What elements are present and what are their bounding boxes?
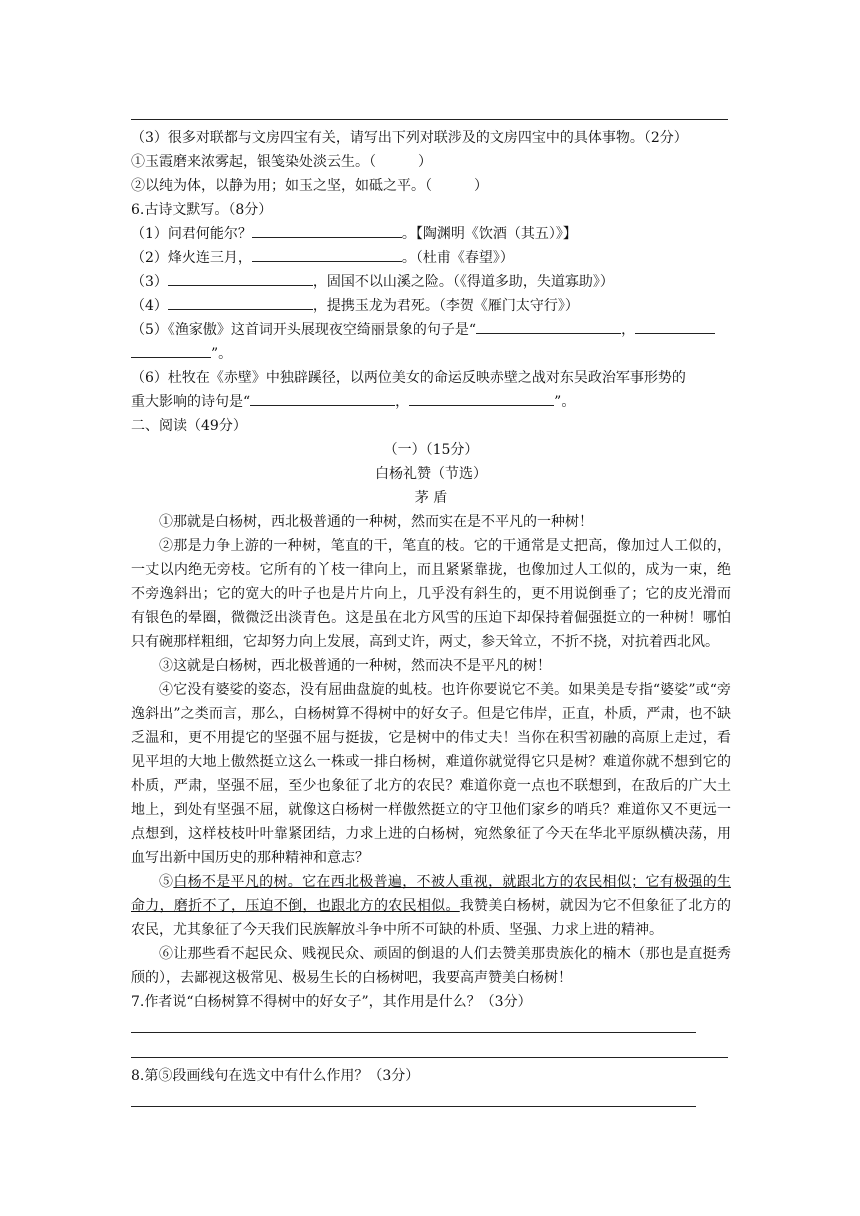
essay-paragraph-5 — [131, 870, 731, 942]
essay-paragraph-6: ⑥让那些看不起民众、贱视民众、顽固的倒退的人们去赞美那贵族化的楠木（那也是直挺秀颀的），去鄙视这极常见、极易生长的白杨树吧，我要高声赞美白杨树！ — [131, 946, 731, 986]
q6-item-3-source: ，固国不以山溪之险。（《得道多助，失道寡助》） — [312, 274, 614, 290]
part-1-heading: （一）（15分） — [383, 442, 479, 458]
couplet-1 — [131, 150, 731, 174]
essay-title: 白杨礼赞（节选） — [375, 466, 487, 482]
question-7-answer-line-1[interactable] — [131, 1014, 696, 1033]
section-2-title: 二、阅读（49分） — [131, 418, 247, 434]
essay-paragraph-4: ④它没有婆娑的姿态，没有屈曲盘旋的虬枝。也许你要说它不美。如果美是专指“婆娑”或“旁逸斜出”之类而言，那么，白杨树算不得树中的好女子。但是它伟岸，正直，朴质，严肃，也不缺乏温和，更不用提它的坚强不屈与挺拔，它是树中的伟丈夫！当你在积雪初融的高原上走过，看见平坦的大地上傲然挺立这么一株或一排白杨树，难道你就觉得它只是树？难道你就不想到它的朴质，严肃，坚强不屈，至少也象征了北方的农民？难道你竟一点也不联想到，在敌后的广大土地上，到处有坚强不屈，就像这白杨树一样傲然挺立的守卫他们家乡的哨兵？难道你又不更远一点想到，这样枝枝叶叶靠紧团结，力求上进的白杨树，宛然象征了今天在华北平原纵横决荡，用血写出新中国历史的那种精神和意志？ — [131, 682, 731, 866]
essay-paragraph-3: ③这就是白杨树，西北极普通的一种树，然而决不是平凡的树！ — [159, 658, 551, 674]
q6-item-6: （6）杜牧在《赤壁》中独辟蹊径，以两位美女的命运反映赤壁之战对东吴政治军事形势的 — [131, 370, 686, 386]
q6-item-2-source: 。（杜甫《春望》） — [401, 250, 514, 266]
question-7-stem: 7.作者说“白杨树算不得树中的好女子”，其作用是什么？（3分） — [131, 994, 532, 1010]
couplet-1-text: ①玉霞磨来浓雾起，银笺染处淡云生。 — [131, 154, 369, 170]
q6-item-4-blank[interactable] — [168, 295, 313, 310]
q6-item-5 — [131, 318, 731, 342]
q6-item-4-prompt: （4） — [131, 298, 168, 314]
couplet-2-answer-paren[interactable]: （ ） — [425, 178, 488, 194]
exam-page — [131, 105, 731, 1113]
question-8-stem: 8.第⑤段画线句在选文中有什么作用？（3分） — [131, 1068, 420, 1084]
q6-item-5-cont — [131, 342, 731, 366]
underlined-sentence: 白杨不是平凡的树。它在西北极普遍，不被人重视，就跟北方的农民相似；它有极强的生命力，磨折不了，压迫不倒，也跟北方的农民相似。 — [131, 874, 732, 914]
q6-item-5-blank-c[interactable] — [131, 343, 211, 358]
q6-item-6-prompt: 重大影响的诗句是“ — [131, 394, 251, 410]
q6-item-3-blank[interactable] — [168, 271, 313, 286]
q6-item-4-source: ，提携玉龙为君死。（李贺《雁门太守行》） — [312, 298, 579, 314]
q6-item-6-cont — [131, 390, 731, 414]
q6-item-4 — [131, 294, 731, 318]
q6-item-5-comma: ， — [621, 322, 636, 338]
q6-item-5-blank-b[interactable] — [635, 319, 715, 334]
q6-item-1-prompt: （1）问君何能尔？ — [131, 226, 252, 242]
answer-line — [131, 105, 728, 120]
question-8-answer-line-1[interactable] — [131, 1088, 696, 1107]
couplet-2 — [131, 174, 731, 198]
q6-item-6-end: ”。 — [554, 394, 576, 410]
essay-paragraph-2: ②那是力争上游的一种树，笔直的干，笔直的枝。它的干通常是丈把高，像加过人工似的，一丈以内绝无旁枝。它所有的丫枝一律向上，而且紧紧靠拢，也像加过人工似的，成为一束，绝不旁逸斜出；它的宽大的叶子也是片片向上，几乎没有斜生的，更不用说倒垂了；它的皮光滑而有银色的晕圈，微微泛出淡青色。这是虽在北方风雪的压迫下却保持着倔强挺立的一种树！哪怕只有碗那样粗细，它却努力向上发展，高到丈许，两丈，参天耸立，不折不挠，对抗着西北风。 — [131, 538, 731, 650]
question-7-answer-line-2[interactable] — [131, 1039, 728, 1058]
q6-item-5-end: ”。 — [211, 346, 233, 362]
q6-item-3-prompt: （3） — [131, 274, 168, 290]
essay-paragraph-1: ①那就是白杨树，西北极普通的一种树，然而实在是不平凡的一种树！ — [159, 514, 593, 530]
essay-author: 茅 盾 — [414, 490, 448, 506]
q6-item-1-source: 。【陶渊明《饮酒（其五）》】 — [401, 226, 577, 242]
q6-item-5-blank-a[interactable] — [476, 319, 621, 334]
q6-item-1 — [131, 222, 731, 246]
q6-item-2-prompt: （2）烽火连三月， — [131, 250, 252, 266]
couplet-1-answer-paren[interactable]: （ ） — [369, 154, 432, 170]
q6-item-1-blank[interactable] — [252, 223, 402, 238]
question-6-title: 6.古诗文默写。（8分） — [131, 202, 273, 218]
q6-item-6-blank-a[interactable] — [250, 391, 395, 406]
q6-item-5-prompt: （5）《渔家傲》这首词开头展现夜空绮丽景象的句子是“ — [131, 322, 477, 338]
q6-item-2-blank[interactable] — [252, 247, 402, 262]
q6-item-2 — [131, 246, 731, 270]
q6-item-6-comma: ， — [395, 394, 410, 410]
paragraph-5-number: ⑤ — [159, 874, 174, 890]
question-5-3-stem: （3）很多对联都与文房四宝有关，请写出下列对联涉及的文房四宝中的具体事物。（2分） — [131, 130, 688, 146]
q6-item-6-blank-b[interactable] — [409, 391, 554, 406]
couplet-2-text: ②以纯为体，以静为用；如玉之坚，如砥之平。 — [131, 178, 425, 194]
q6-item-3 — [131, 270, 731, 294]
paragraph-5-rest: 我赞美白杨树，就因为它不但象征了北方的农民，尤其象征了今天我们民族解放斗争中所不可缺的朴质、坚强、力求上进的精神。 — [131, 898, 732, 938]
